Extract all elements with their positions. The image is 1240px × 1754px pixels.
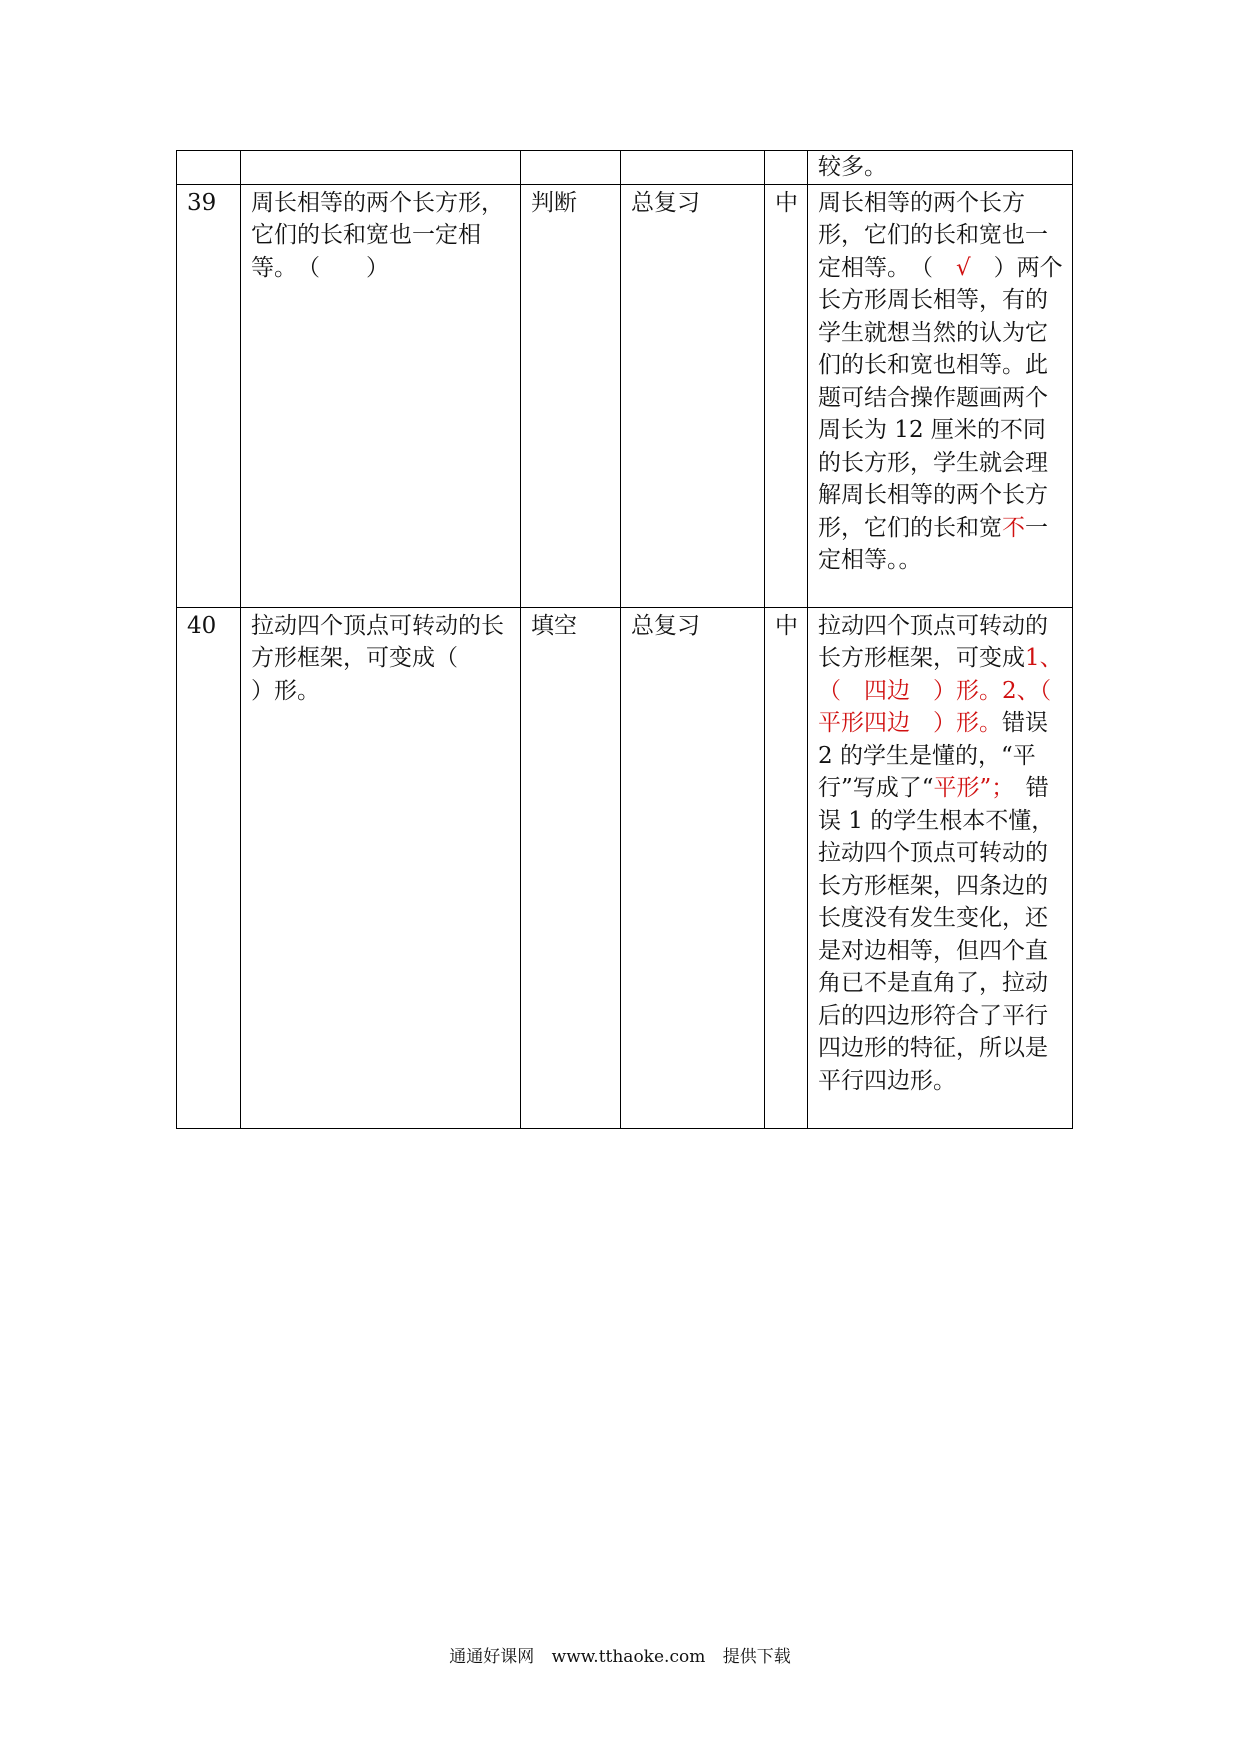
table-row-40 [177, 607, 1073, 1128]
footer-site-name: 通通好课网 [449, 1647, 535, 1667]
difficulty-cell: 中 [765, 184, 808, 607]
analysis-text: 一定相等。。 [818, 514, 1048, 573]
analysis-text: 错误 2 的学生是懂的，“平行”写成了“ [818, 710, 1048, 801]
wrong-answers: 1、（ 四边 ）形。2、（ 平形四边 ）形。 [818, 645, 1075, 736]
analysis-text: 周长相等的两个长方形，它们的长和宽也一定相等。 （ [818, 189, 1048, 281]
page-footer [0, 1642, 1240, 1667]
highlighted-answer: 不 [1002, 514, 1025, 541]
difficulty-cell: 中 [765, 607, 808, 1128]
analysis-cell [808, 184, 1073, 607]
difficulty-cell [765, 151, 808, 185]
question-text-cell: 周长相等的两个长方形，它们的长和宽也一定相等。 （ ） [241, 184, 521, 607]
question-unit-cell: 总复习 [621, 607, 765, 1128]
question-number-cell: 40 [177, 607, 241, 1128]
table-row-continued [177, 151, 1073, 185]
table-row-39 [177, 184, 1073, 607]
analysis-cell [808, 151, 1073, 185]
analysis-text: 拉动四个顶点可转动的长方形框架，可变成 [818, 612, 1048, 671]
question-text-cell [241, 151, 521, 185]
question-table [176, 150, 1073, 1129]
question-type-cell: 判断 [521, 184, 621, 607]
analysis-cell [808, 607, 1073, 1128]
question-unit-cell: 总复习 [621, 184, 765, 607]
question-type-cell: 填空 [521, 607, 621, 1128]
highlighted-wrong-word: 平形”； [933, 775, 1003, 801]
question-number-cell: 39 [177, 184, 241, 607]
question-text-cell: 拉动四个顶点可转动的长方形框架，可变成（ ）形。 [241, 607, 521, 1128]
analysis-text: 较多。 [818, 154, 887, 180]
analysis-text: 错误 1 的学生根本不懂，拉动四个顶点可转动的长方形框架，四条边的长度没有发生变化，还是对边相等，但四个直角已不是直角了，拉动后的四边形符合了平行四边形的特征，所以是平行四边形。 [818, 775, 1055, 1094]
analysis-text: ）两个长方形周长相等，有的学生就想当然的认为它们的长和宽也相等。此题可结合操作题画两个周长为 12 厘米的不同的长方形，学生就会理解周长相等的两个长方形，它们的长和宽 [818, 254, 1063, 541]
question-number-cell [177, 151, 241, 185]
answer-check-mark: √ [956, 254, 971, 281]
question-type-cell [521, 151, 621, 185]
footer-suffix: 提供下载 [722, 1647, 791, 1667]
footer-url: www.tthaoke.com [551, 1647, 706, 1667]
question-unit-cell [621, 151, 765, 185]
